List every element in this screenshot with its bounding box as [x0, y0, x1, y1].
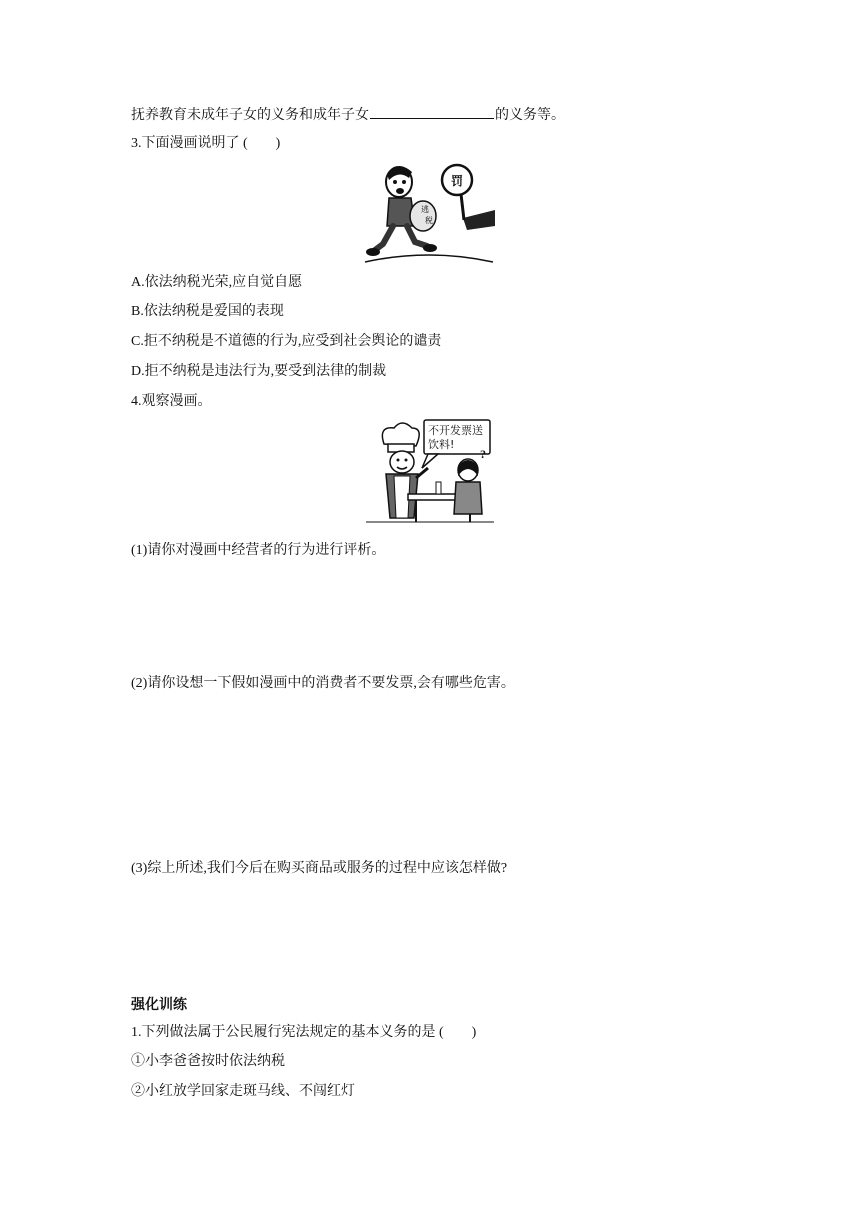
option-d: D.拒不纳税是违法行为,要受到法律的制裁: [131, 364, 387, 379]
option-c: C.拒不纳税是不道德的行为,应受到社会舆论的谴责: [131, 334, 442, 349]
question-4-1: (1)请你对漫画中经营者的行为进行评析。: [131, 543, 386, 558]
fill-in-suffix: 的义务等。: [495, 108, 565, 123]
option-b: B.依法纳税是爱国的表现: [131, 304, 284, 319]
answer-blank[interactable]: [370, 104, 494, 119]
practice-option-2: ②小红放学回家走斑马线、不闯红灯: [131, 1084, 355, 1099]
penalty-sign-text: 罚: [450, 174, 464, 188]
bubble-line-1: 不开发票送: [428, 424, 483, 437]
bag-text-2: 税: [425, 216, 433, 225]
fill-in-prefix: 抚养教育未成年子女的义务和成年子女: [131, 108, 369, 123]
section-heading: 强化训练: [131, 996, 187, 1012]
receipt-cartoon: [364, 418, 496, 526]
practice-question-1: 1.下列做法属于公民履行宪法规定的基本义务的是 ( ): [131, 1025, 477, 1040]
option-a: A.依法纳税光荣,应自觉自愿: [131, 275, 303, 290]
practice-option-1: ①小李爸爸按时依法纳税: [131, 1054, 285, 1069]
question-4: 4.观察漫画。: [131, 394, 212, 409]
svg-text:?: ?: [480, 447, 486, 461]
bag-text-1: 逃: [421, 205, 429, 214]
line-fill-in: [131, 104, 565, 125]
tax-evasion-cartoon: [363, 160, 495, 266]
bubble-line-2: 饮料!: [428, 438, 455, 451]
question-4-3: (3)综上所述,我们今后在购买商品或服务的过程中应该怎样做?: [131, 861, 508, 876]
question-3: 3.下面漫画说明了 ( ): [131, 136, 281, 151]
question-4-2: (2)请你设想一下假如漫画中的消费者不要发票,会有哪些危害。: [131, 676, 515, 691]
